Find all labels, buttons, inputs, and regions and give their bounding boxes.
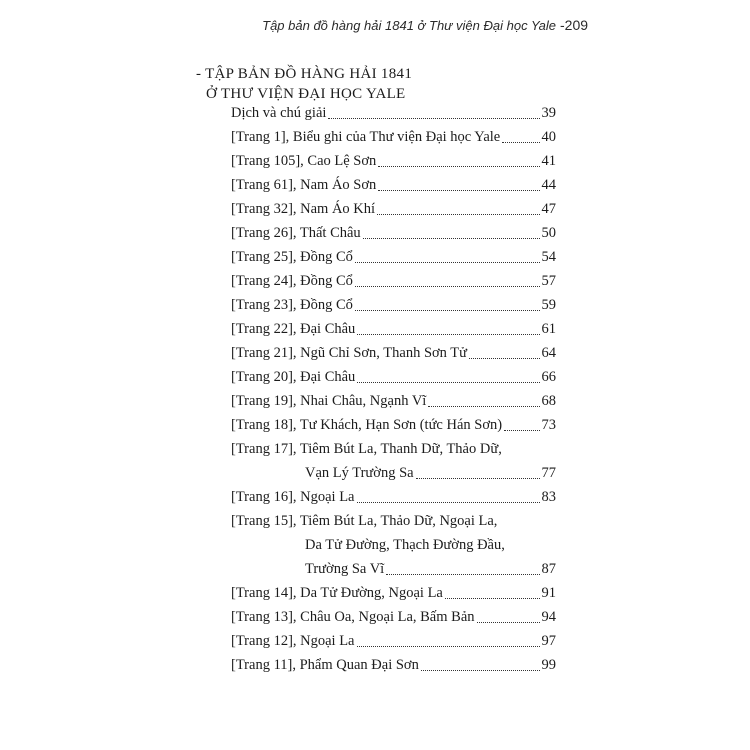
toc-entry-label: [Trang 32], Nam Áo Khí: [231, 201, 376, 217]
toc-entry-first-line: [231, 389, 556, 413]
toc-entry-page: 83: [541, 489, 556, 505]
toc-entry-label: [Trang 11], Phẩm Quan Đại Sơn: [231, 657, 419, 673]
toc-entry: [231, 509, 556, 581]
toc-entry-page: 99: [541, 657, 556, 673]
toc-entry-page: 57: [541, 273, 556, 289]
toc-entry-label: [Trang 61], Nam Áo Sơn: [231, 177, 377, 193]
toc-dot-leader: [328, 118, 539, 119]
toc-entry-continuation: [231, 461, 556, 485]
section-title-line-1: - TẬP BẢN ĐỒ HÀNG HẢI 1841: [196, 66, 413, 82]
toc-entry-first-line: [231, 173, 556, 197]
toc-entry-page: 41: [541, 153, 556, 169]
toc-entry: [231, 293, 556, 317]
toc-entry-continuation-text: Da Tử Đường, Thạch Đường Đầu,: [305, 537, 505, 553]
page-number: -209: [560, 17, 589, 33]
toc-entry-first-line: [231, 197, 556, 221]
toc-entry-label: [Trang 24], Đồng Cổ: [231, 273, 353, 289]
toc-dot-leader: [357, 646, 540, 647]
toc-entry-first-line: [231, 293, 556, 317]
toc-dot-leader: [428, 406, 539, 407]
toc-entry-first-line: [231, 245, 556, 269]
toc-dot-leader: [421, 670, 540, 671]
toc-entry-page: 68: [541, 393, 556, 409]
toc-entry-label: [Trang 17], Tiêm Bút La, Thanh Dữ, Thảo Dữ,: [231, 441, 502, 457]
toc-entry: [231, 197, 556, 221]
toc-entry-first-line: [231, 485, 556, 509]
toc-entry: [231, 413, 556, 437]
toc-entry: [231, 389, 556, 413]
toc-entry: [231, 653, 556, 677]
toc-entry-label: [Trang 23], Đồng Cổ: [231, 297, 353, 313]
toc-entry-continuation-text: Trường Sa Vĩ: [305, 561, 385, 577]
toc-entry: [231, 221, 556, 245]
toc-entry-label: [Trang 25], Đồng Cổ: [231, 249, 353, 265]
toc-dot-leader: [386, 574, 539, 575]
toc-entry-label: [Trang 21], Ngũ Chỉ Sơn, Thanh Sơn Tử: [231, 345, 468, 361]
toc-entry-page: 47: [541, 201, 556, 217]
toc-entry-page: 87: [541, 561, 556, 577]
toc-dot-leader: [445, 598, 540, 599]
toc-entry: [231, 245, 556, 269]
toc-entry-page: 94: [541, 609, 556, 625]
toc-dot-leader: [477, 622, 540, 623]
toc-entry-page: 66: [541, 369, 556, 385]
toc-entry-label: Dịch và chú giải: [231, 105, 327, 121]
table-of-contents: [231, 101, 556, 677]
toc-entry: [231, 365, 556, 389]
toc-entry-page: 77: [541, 465, 556, 481]
section-title: [196, 64, 412, 104]
toc-dot-leader: [377, 214, 539, 215]
toc-entry-page: 91: [541, 585, 556, 601]
toc-entry-page: 64: [541, 345, 556, 361]
toc-entry-label: [Trang 14], Da Tử Đường, Ngoại La: [231, 585, 443, 601]
toc-entry-label: [Trang 13], Châu Oa, Ngoại La, Bấm Bản: [231, 609, 475, 625]
toc-entry-label: [Trang 18], Tư Khách, Hạn Sơn (tức Hán Sơn): [231, 417, 503, 433]
toc-entry-first-line: [231, 125, 556, 149]
toc-entry-label: [Trang 105], Cao Lệ Sơn: [231, 153, 377, 169]
toc-entry-label: [Trang 16], Ngoại La: [231, 489, 355, 505]
toc-entry-label: [Trang 26], Thất Châu: [231, 225, 361, 241]
toc-entry: [231, 173, 556, 197]
toc-entry-first-line: [231, 101, 556, 125]
toc-entry-page: 50: [541, 225, 556, 241]
toc-dot-leader: [357, 382, 539, 383]
toc-entry-continuation-text: Vạn Lý Trường Sa: [305, 465, 414, 481]
toc-entry-page: 59: [541, 297, 556, 313]
section-title-line-2: Ở THƯ VIỆN ĐẠI HỌC YALE: [206, 86, 406, 102]
toc-entry-page: 73: [541, 417, 556, 433]
toc-entry-first-line: [231, 413, 556, 437]
running-header-title: Tập bản đồ hàng hải 1841 ở Thư viện Đại học Yale: [262, 18, 556, 33]
toc-entry-first-line: [231, 221, 556, 245]
toc-entry-label: [Trang 15], Tiêm Bút La, Thảo Dữ, Ngoại La,: [231, 513, 498, 529]
toc-dot-leader: [355, 310, 540, 311]
toc-entry: [231, 317, 556, 341]
toc-entry-label: [Trang 20], Đại Châu: [231, 369, 356, 385]
toc-entry-first-line: [231, 653, 556, 677]
toc-entry: [231, 629, 556, 653]
toc-entry-page: 54: [541, 249, 556, 265]
toc-entry-page: 40: [541, 129, 556, 145]
toc-entry: [231, 485, 556, 509]
toc-entry: [231, 125, 556, 149]
toc-dot-leader: [355, 286, 540, 287]
toc-entry: [231, 341, 556, 365]
toc-dot-leader: [502, 142, 539, 143]
toc-entry: [231, 437, 556, 485]
toc-entry-first-line: [231, 437, 556, 461]
toc-dot-leader: [357, 502, 540, 503]
toc-entry: [231, 605, 556, 629]
toc-entry-first-line: [231, 269, 556, 293]
toc-dot-leader: [469, 358, 539, 359]
toc-entry: [231, 269, 556, 293]
toc-entry-first-line: [231, 317, 556, 341]
toc-entry-continuation: [231, 533, 556, 557]
toc-entry-continuation: [231, 557, 556, 581]
toc-entry-first-line: [231, 365, 556, 389]
toc-dot-leader: [504, 430, 539, 431]
toc-dot-leader: [357, 334, 539, 335]
toc-entry-label: [Trang 22], Đại Châu: [231, 321, 356, 337]
toc-entry-first-line: [231, 581, 556, 605]
toc-entry: [231, 149, 556, 173]
toc-dot-leader: [363, 238, 540, 239]
toc-entry-page: 61: [541, 321, 556, 337]
toc-entry-label: [Trang 1], Biểu ghi của Thư viện Đại học Yale: [231, 129, 501, 145]
toc-entry-first-line: [231, 509, 556, 533]
toc-entry-first-line: [231, 629, 556, 653]
toc-entry-page: 39: [541, 105, 556, 121]
toc-entry-first-line: [231, 149, 556, 173]
toc-entry-page: 97: [541, 633, 556, 649]
toc-entry: [231, 101, 556, 125]
toc-entry-first-line: [231, 605, 556, 629]
toc-dot-leader: [355, 262, 540, 263]
toc-entry-page: 44: [541, 177, 556, 193]
toc-entry-label: [Trang 19], Nhai Châu, Ngạnh Vĩ: [231, 393, 427, 409]
toc-entry: [231, 581, 556, 605]
toc-dot-leader: [416, 478, 540, 479]
toc-dot-leader: [378, 166, 539, 167]
toc-entry-label: [Trang 12], Ngoại La: [231, 633, 355, 649]
toc-entry-first-line: [231, 341, 556, 365]
toc-dot-leader: [378, 190, 539, 191]
